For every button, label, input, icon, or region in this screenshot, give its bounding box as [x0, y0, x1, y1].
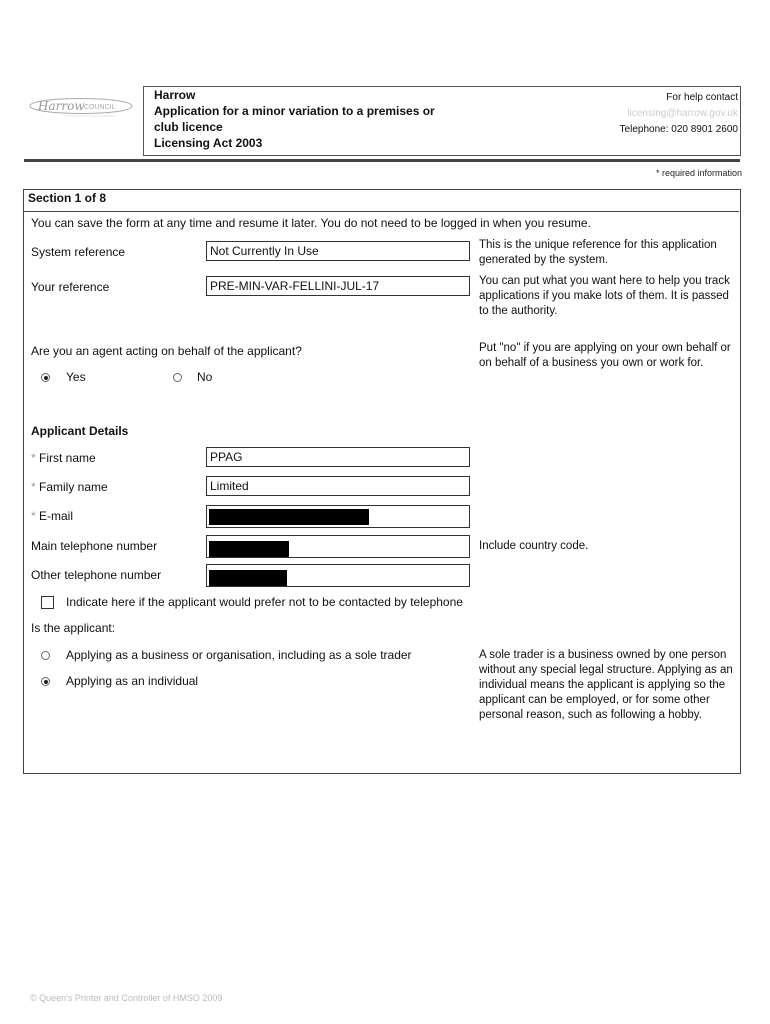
section-header [23, 189, 739, 212]
agent-help: Put "no" if you are applying on your own behalf or on behalf of a business you own or work for. [479, 342, 731, 369]
applicant-details-heading: Applicant Details [31, 424, 129, 438]
email-redaction [209, 509, 369, 525]
first-name-label: * First name [31, 451, 96, 465]
svg-text:COUNCIL: COUNCIL [84, 104, 116, 111]
required-marker: * [31, 509, 40, 523]
header-title-line-2: Application for a minor variation to a premises or [154, 104, 435, 118]
agent-no-radio[interactable] [173, 373, 182, 382]
system-reference-help: This is the unique reference for this application generated by the system. [479, 239, 717, 266]
header-title-line-3: club licence [154, 120, 223, 134]
main-phone-label: Main telephone number [31, 539, 158, 553]
agent-yes-label: Yes [66, 370, 86, 384]
footer-copyright: © Queen's Printer and Controller of HMSO 2009 [30, 993, 223, 1003]
section-intro: You can save the form at any time and resume it later. You do not need to be logged in when you resume. [31, 216, 591, 230]
header-rule [24, 159, 740, 162]
agent-no-label: No [197, 370, 213, 384]
your-reference-help: You can put what you want here to help you track applications if you make lots of them. It is passed to the authority. [479, 275, 730, 317]
header-title-line-1: Harrow [154, 88, 196, 102]
is-applicant-label: Is the applicant: [31, 621, 116, 635]
header-title-line-4: Licensing Act 2003 [154, 136, 263, 150]
other-phone-field[interactable] [206, 564, 470, 587]
no-phone-contact-checkbox[interactable] [41, 596, 54, 609]
your-reference-field[interactable]: PRE-MIN-VAR-FELLINI-JUL-17 [206, 276, 470, 296]
applicant-type-help: A sole trader is a business owned by one person without any special legal structure. Applying as an individual means the applicant is applying so the applicant can be employed, or for some other personal reason, such as following a hobby. [479, 649, 733, 721]
individual-label: Applying as an individual [66, 674, 199, 688]
required-marker: * [31, 480, 40, 494]
help-contact-label: For help contact [666, 92, 738, 103]
required-marker: * [31, 451, 40, 465]
agent-yes-radio[interactable] [41, 373, 50, 382]
help-phone: Telephone: 020 8901 2600 [619, 124, 738, 135]
first-name-field[interactable]: PPAG [206, 447, 470, 467]
email-field[interactable] [206, 505, 470, 528]
family-name-label: * Family name [31, 480, 108, 494]
main-phone-redaction [209, 541, 289, 557]
section-title: Section 1 of 8 [28, 191, 107, 205]
business-radio[interactable] [41, 651, 50, 660]
other-phone-redaction [209, 570, 287, 586]
main-phone-help: Include country code. [479, 540, 589, 552]
system-reference-label: System reference [31, 245, 126, 259]
your-reference-label: Your reference [31, 280, 110, 294]
other-phone-label: Other telephone number [31, 568, 162, 582]
system-reference-field[interactable]: Not Currently In Use [206, 241, 470, 261]
email-label: * E-mail [31, 509, 74, 523]
svg-text:Harrow: Harrow [38, 99, 85, 113]
help-email-link[interactable]: licensing@harrow.gov.uk [627, 108, 738, 119]
main-phone-field[interactable] [206, 535, 470, 558]
required-note: * required information [655, 168, 742, 178]
no-phone-contact-label: Indicate here if the applicant would prefer not to be contacted by telephone [66, 595, 463, 609]
agent-question: Are you an agent acting on behalf of the applicant? [31, 344, 302, 358]
business-label: Applying as a business or organisation, including as a sole trader [66, 648, 412, 662]
individual-radio[interactable] [41, 677, 50, 686]
family-name-field[interactable]: Limited [206, 476, 470, 496]
harrow-council-logo [24, 90, 136, 122]
